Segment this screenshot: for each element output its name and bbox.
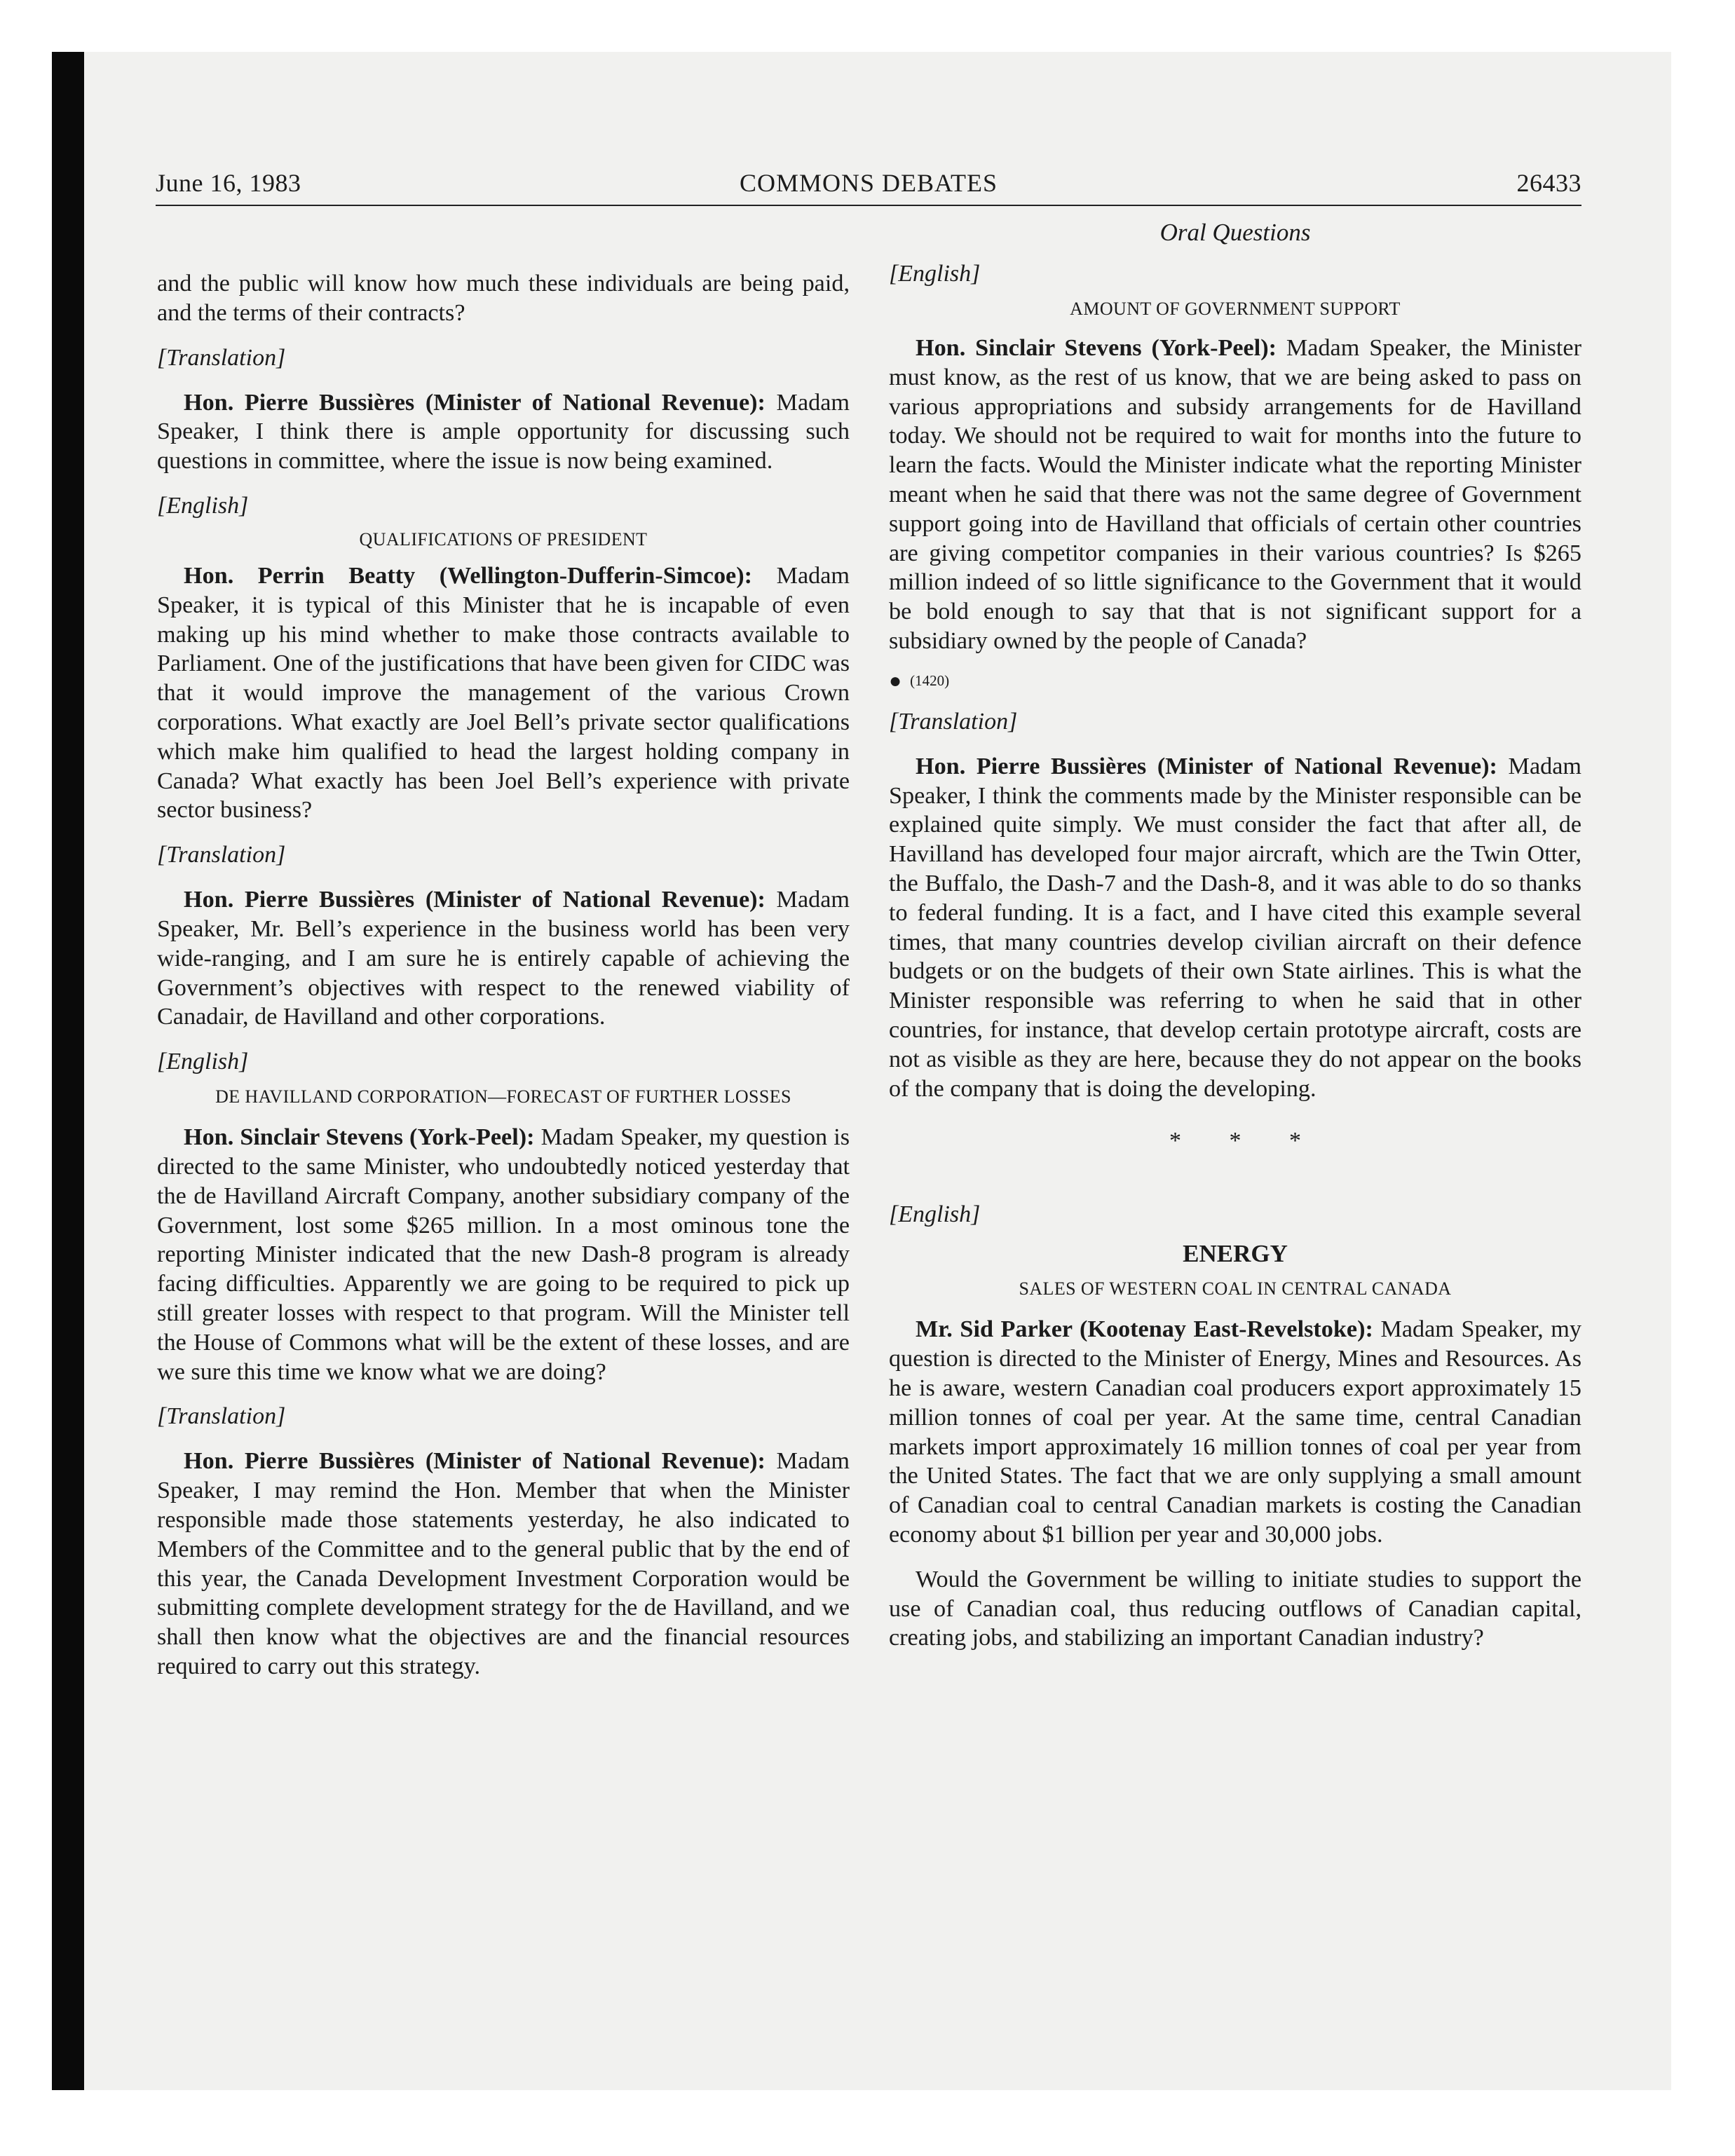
- language-tag: [Translation]: [889, 708, 1018, 735]
- speech-text: Madam Speaker, I may remind the Hon. Member that when the Minister responsible made those statements yesterday, he also indicated to Members of the Committee and to the general public that by the end of this year, the Canada Development Investment Corporation would be submitting complete development strategy for the de Havilland, and we shall then know what the objectives are and the financial resources required to carry out this strategy.: [157, 1448, 850, 1679]
- paragraph: [157, 388, 850, 476]
- language-tag: [Translation]: [157, 344, 286, 371]
- language-tag: [Translation]: [157, 1403, 286, 1430]
- speaker-name: Hon. Pierre Bussières (Minister of National Revenue):: [184, 1448, 766, 1475]
- section-separator: * * *: [1169, 1128, 1322, 1154]
- bullet-icon: ●: [889, 669, 902, 692]
- speech-text: Madam Speaker, my question is directed to the same Minister, who undoubtedly noticed yesterday that the de Havilland Aircraft Company, another subsidiary company of the Government, lost some $265 million. In a most ominous tone the reporting Minister indicated that the new Dash-8 program is already facing difficulties. Apparently we are going to be required to pick up still greater losses with respect to that program. Will the Minister tell the House of Commons what will be the extent of these losses, and are we sure this time we know what we are doing?: [157, 1124, 850, 1385]
- subject-heading: SALES OF WESTERN COAL IN CENTRAL CANADA: [1019, 1278, 1452, 1299]
- left-column: [157, 259, 850, 1681]
- header-date: June 16, 1983: [156, 169, 301, 197]
- speech-text: Madam Speaker, it is typical of this Minister that he is incapable of even making up his mind whether to make those contracts available to Parliament. One of the justifications that have been given for CIDC was that it would improve the management of the various Crown corporations. What exactly are Joel Bell’s private sector qualifications which make him qualified to head the largest holding company in Canada? What exactly has been Joel Bell’s experience with private sector business?: [157, 562, 850, 824]
- language-tag: [English]: [889, 261, 981, 287]
- page-header: [156, 163, 1581, 206]
- paragraph: [157, 885, 850, 1032]
- speech-text: Madam Speaker, the Minister must know, as the rest of us know, that we are being asked to pass on various appropriations and subsidy arrangements for de Havilland today. We should not be required to wait for months into the future to learn the facts. Would the Minister indicate what the reporting Minister meant when he said that there was not the same degree of Government support going into de Havilland that officials of certain other countries are giving competitor companies in their various countries? Is $265 million indeed of so little significance to the Government that it would be bold enough to say that that is not significant support for a subsidiary owned by the people of Canada?: [889, 335, 1581, 654]
- speech-text: Madam Speaker, I think there is ample opportunity for discussing such questions in committee, where the issue is now being examined.: [157, 389, 850, 475]
- section-title: Oral Questions: [1159, 219, 1311, 246]
- subject-heading: QUALIFICATIONS OF PRESIDENT: [359, 528, 648, 550]
- speech-text: Madam Speaker, I think the comments made by the Minister responsible can be explained quite simply. We must consider the fact that after all, de Havilland has developed four major aircraft, which are the Twin Otter, the Buffalo, the Dash-7 and the Dash-8, and it was able to do so thanks to federal funding. It is a fact, and I have cited this example several times, that many countries develop civilian aircraft on their defence budgets or on the budgets of their own State airlines. This is what the Minister responsible was referring to when he said that in other countries, for instance, that develop certain prototype aircraft, costs are not as visible as they are here, because they do not appear on the books of the company that is doing the developing.: [889, 753, 1581, 1102]
- speaker-name: Hon. Pierre Bussières (Minister of National Revenue):: [916, 753, 1497, 779]
- paragraph: [157, 1123, 850, 1386]
- speaker-name: Hon. Pierre Bussières (Minister of National Revenue):: [184, 887, 766, 913]
- speaker-name: Hon. Sinclair Stevens (York-Peel):: [184, 1124, 535, 1151]
- paragraph: and the public will know how much these individuals are being paid, and the terms of their contracts?: [157, 271, 850, 326]
- paragraph: [889, 334, 1581, 656]
- paragraph: [157, 561, 850, 825]
- speaker-name: Hon. Perrin Beatty (Wellington-Dufferin-Simcoe):: [184, 562, 753, 589]
- language-tag: [English]: [157, 492, 249, 519]
- paragraph: [889, 1315, 1581, 1549]
- header-page-number: 26433: [1516, 169, 1581, 197]
- speech-text: Madam Speaker, Mr. Bell’s experience in the business world has been very wide-ranging, and I am sure he is entirely capable of achieving the Government’s objectives with respect to the renewed viability of Canadair, de Havilland and other corporations.: [157, 887, 850, 1030]
- subject-heading: AMOUNT OF GOVERNMENT SUPPORT: [1070, 299, 1401, 319]
- right-column: [889, 259, 1581, 1653]
- binding-edge: [52, 52, 84, 2090]
- speaker-name: Hon. Sinclair Stevens (York-Peel):: [916, 335, 1277, 361]
- paragraph: [157, 1447, 850, 1681]
- topic-heading: ENERGY: [1183, 1240, 1288, 1268]
- paragraph: [889, 752, 1581, 1104]
- time-marker: ● (1420): [889, 669, 950, 692]
- header-title: COMMONS DEBATES: [739, 169, 998, 197]
- speaker-name: Mr. Sid Parker (Kootenay East-Revelstoke):: [916, 1316, 1373, 1343]
- speaker-name: Hon. Pierre Bussières (Minister of National Revenue):: [184, 389, 766, 416]
- subject-heading: DE HAVILLAND CORPORATION—FORECAST OF FURTHER LOSSES: [215, 1086, 791, 1107]
- language-tag: [Translation]: [157, 842, 286, 868]
- speech-text: Madam Speaker, my question is directed to the Minister of Energy, Mines and Resources. As he is aware, western Canadian coal producers export approximately 15 million tonnes of coal per year. At the same time, central Canadian markets import approximately 16 million tonnes of coal per year from the United States. The fact that we are only supplying a small amount of Canadian coal to central Canadian markets is costing the Canadian economy about $1 billion per year and 30,000 jobs.: [889, 1316, 1581, 1548]
- paragraph: Would the Government be willing to initiate studies to support the use of Canadian coal, thus reducing outflows of Canadian capital, creating jobs, and stabilizing an important Canadian industry?: [889, 1566, 1581, 1651]
- language-tag: [English]: [157, 1049, 249, 1075]
- language-tag: [English]: [889, 1201, 981, 1228]
